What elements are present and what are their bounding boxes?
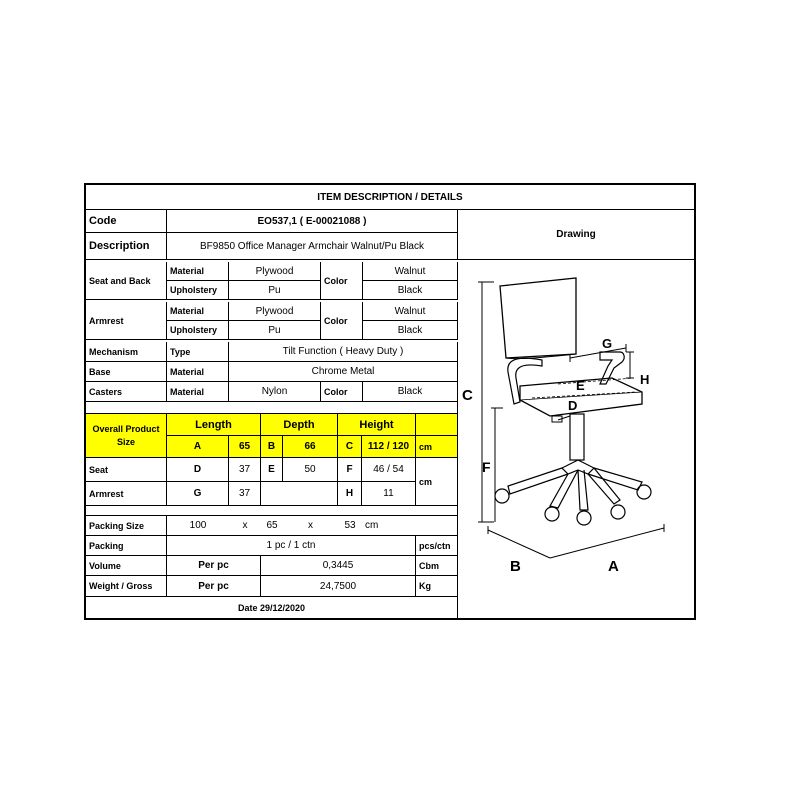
armrest-empty [261, 482, 338, 506]
size-a-value: 65 [229, 436, 261, 458]
packing-size-x2: x [283, 516, 338, 536]
height-label-extra [416, 414, 458, 436]
casters-color: Black [363, 382, 458, 402]
weight-label: Weight / Gross [86, 576, 167, 597]
seat-back-material: Plywood [229, 262, 321, 281]
armrest-color-2: Black [363, 321, 458, 340]
armrest-upholstery-label: Upholstery [167, 321, 229, 340]
seat-d-label: D [167, 458, 229, 482]
dims-unit: cm [416, 458, 458, 506]
overall-size-label: Overall Product Size [86, 414, 167, 458]
armrest-h-label: H [338, 482, 362, 506]
casters-material-label: Material [167, 382, 229, 402]
armrest-material: Plywood [229, 302, 321, 321]
size-b-label: B [261, 436, 283, 458]
armrest-label: Armrest [86, 302, 167, 340]
letter-c: C [462, 387, 473, 404]
casters-color-label: Color [321, 382, 363, 402]
seat-f-label: F [338, 458, 362, 482]
drawing-label: Drawing [458, 210, 694, 260]
packing-size-label: Packing Size [86, 516, 167, 536]
size-unit: cm [416, 436, 458, 458]
dimension-c-line [478, 282, 494, 522]
armrest-left-shape [508, 358, 542, 404]
letter-a: A [608, 558, 619, 575]
description-value: BF9850 Office Manager Armchair Walnut/Pu Black [167, 233, 458, 260]
height-label: Height [338, 414, 416, 436]
packing-unit: pcs/ctn [416, 536, 458, 556]
size-c-label: C [338, 436, 362, 458]
sheet-title: ITEM DESCRIPTION / DETAILS [86, 185, 694, 210]
base-material-label: Material [167, 362, 229, 382]
seat-f-value: 46 / 54 [362, 458, 416, 482]
base-value: Chrome Metal [229, 362, 458, 382]
gas-lift-shape [570, 414, 584, 460]
star-base-shape [508, 460, 642, 510]
mechanism-type-label: Type [167, 342, 229, 362]
size-c-value: 112 / 120 [362, 436, 416, 458]
spacer-row [86, 402, 458, 414]
seat-back-color-label: Color [321, 262, 363, 300]
armrest-color-1: Walnut [363, 302, 458, 321]
code-label: Code [86, 210, 167, 233]
packing-label: Packing [86, 536, 167, 556]
dimension-ab-lines [488, 524, 664, 558]
armrest-g-label: G [167, 482, 229, 506]
letter-f: F [482, 459, 491, 475]
casters-material: Nylon [229, 382, 321, 402]
code-value: EO537,1 ( E-00021088 ) [167, 210, 458, 233]
seat-e-label: E [261, 458, 283, 482]
volume-value: 0,3445 [261, 556, 416, 576]
seat-back-upholstery-label: Upholstery [167, 281, 229, 300]
seat-back-color-1: Walnut [363, 262, 458, 281]
armrest-material-label: Material [167, 302, 229, 321]
description-label: Description [86, 233, 167, 260]
seat-back-upholstery: Pu [229, 281, 321, 300]
letter-e: E [576, 378, 585, 393]
date-label: Date 29/12/2020 [86, 597, 458, 618]
letter-b: B [510, 558, 521, 575]
weight-value: 24,7500 [261, 576, 416, 597]
armrest-g-value: 37 [229, 482, 261, 506]
backrest-shape [500, 278, 576, 358]
dimension-g-line [570, 344, 626, 362]
seat-d-value: 37 [229, 458, 261, 482]
chair-drawing [458, 260, 694, 597]
seat-back-material-label: Material [167, 262, 229, 281]
volume-unit: Cbm [416, 556, 458, 576]
packing-size-v2: 65 [261, 516, 283, 536]
casters-label: Casters [86, 382, 167, 402]
item-details-sheet [84, 183, 696, 620]
volume-per: Per pc [167, 556, 261, 576]
size-b-value: 66 [283, 436, 338, 458]
seat-back-label: Seat and Back [86, 262, 167, 300]
packing-size-unit: cm [362, 516, 416, 536]
mechanism-label: Mechanism [86, 342, 167, 362]
armrest-dims-label: Armrest [86, 482, 167, 506]
seat-dims-label: Seat [86, 458, 167, 482]
volume-label: Volume [86, 556, 167, 576]
packing-size-empty [416, 516, 458, 536]
armrest-upholstery: Pu [229, 321, 321, 340]
dimension-h-line [626, 352, 634, 378]
letter-g: G [602, 336, 613, 351]
armrest-color-label: Color [321, 302, 363, 340]
spacer-row-2 [86, 506, 458, 516]
weight-unit: Kg [416, 576, 458, 597]
length-label: Length [167, 414, 261, 436]
letter-d: D [568, 398, 578, 413]
seat-e-value: 50 [283, 458, 338, 482]
letter-h: H [640, 372, 650, 387]
packing-size-v1: 100 [167, 516, 229, 536]
seat-back-color-2: Black [363, 281, 458, 300]
depth-label: Depth [261, 414, 338, 436]
dimension-f-line [491, 408, 503, 522]
base-label: Base [86, 362, 167, 382]
packing-size-x1: x [229, 516, 261, 536]
packing-value: 1 pc / 1 ctn [167, 536, 416, 556]
mechanism-value: Tilt Function ( Heavy Duty ) [229, 342, 458, 362]
armrest-h-value: 11 [362, 482, 416, 506]
size-a-label: A [167, 436, 229, 458]
packing-size-v3: 53 [338, 516, 362, 536]
weight-per: Per pc [167, 576, 261, 597]
